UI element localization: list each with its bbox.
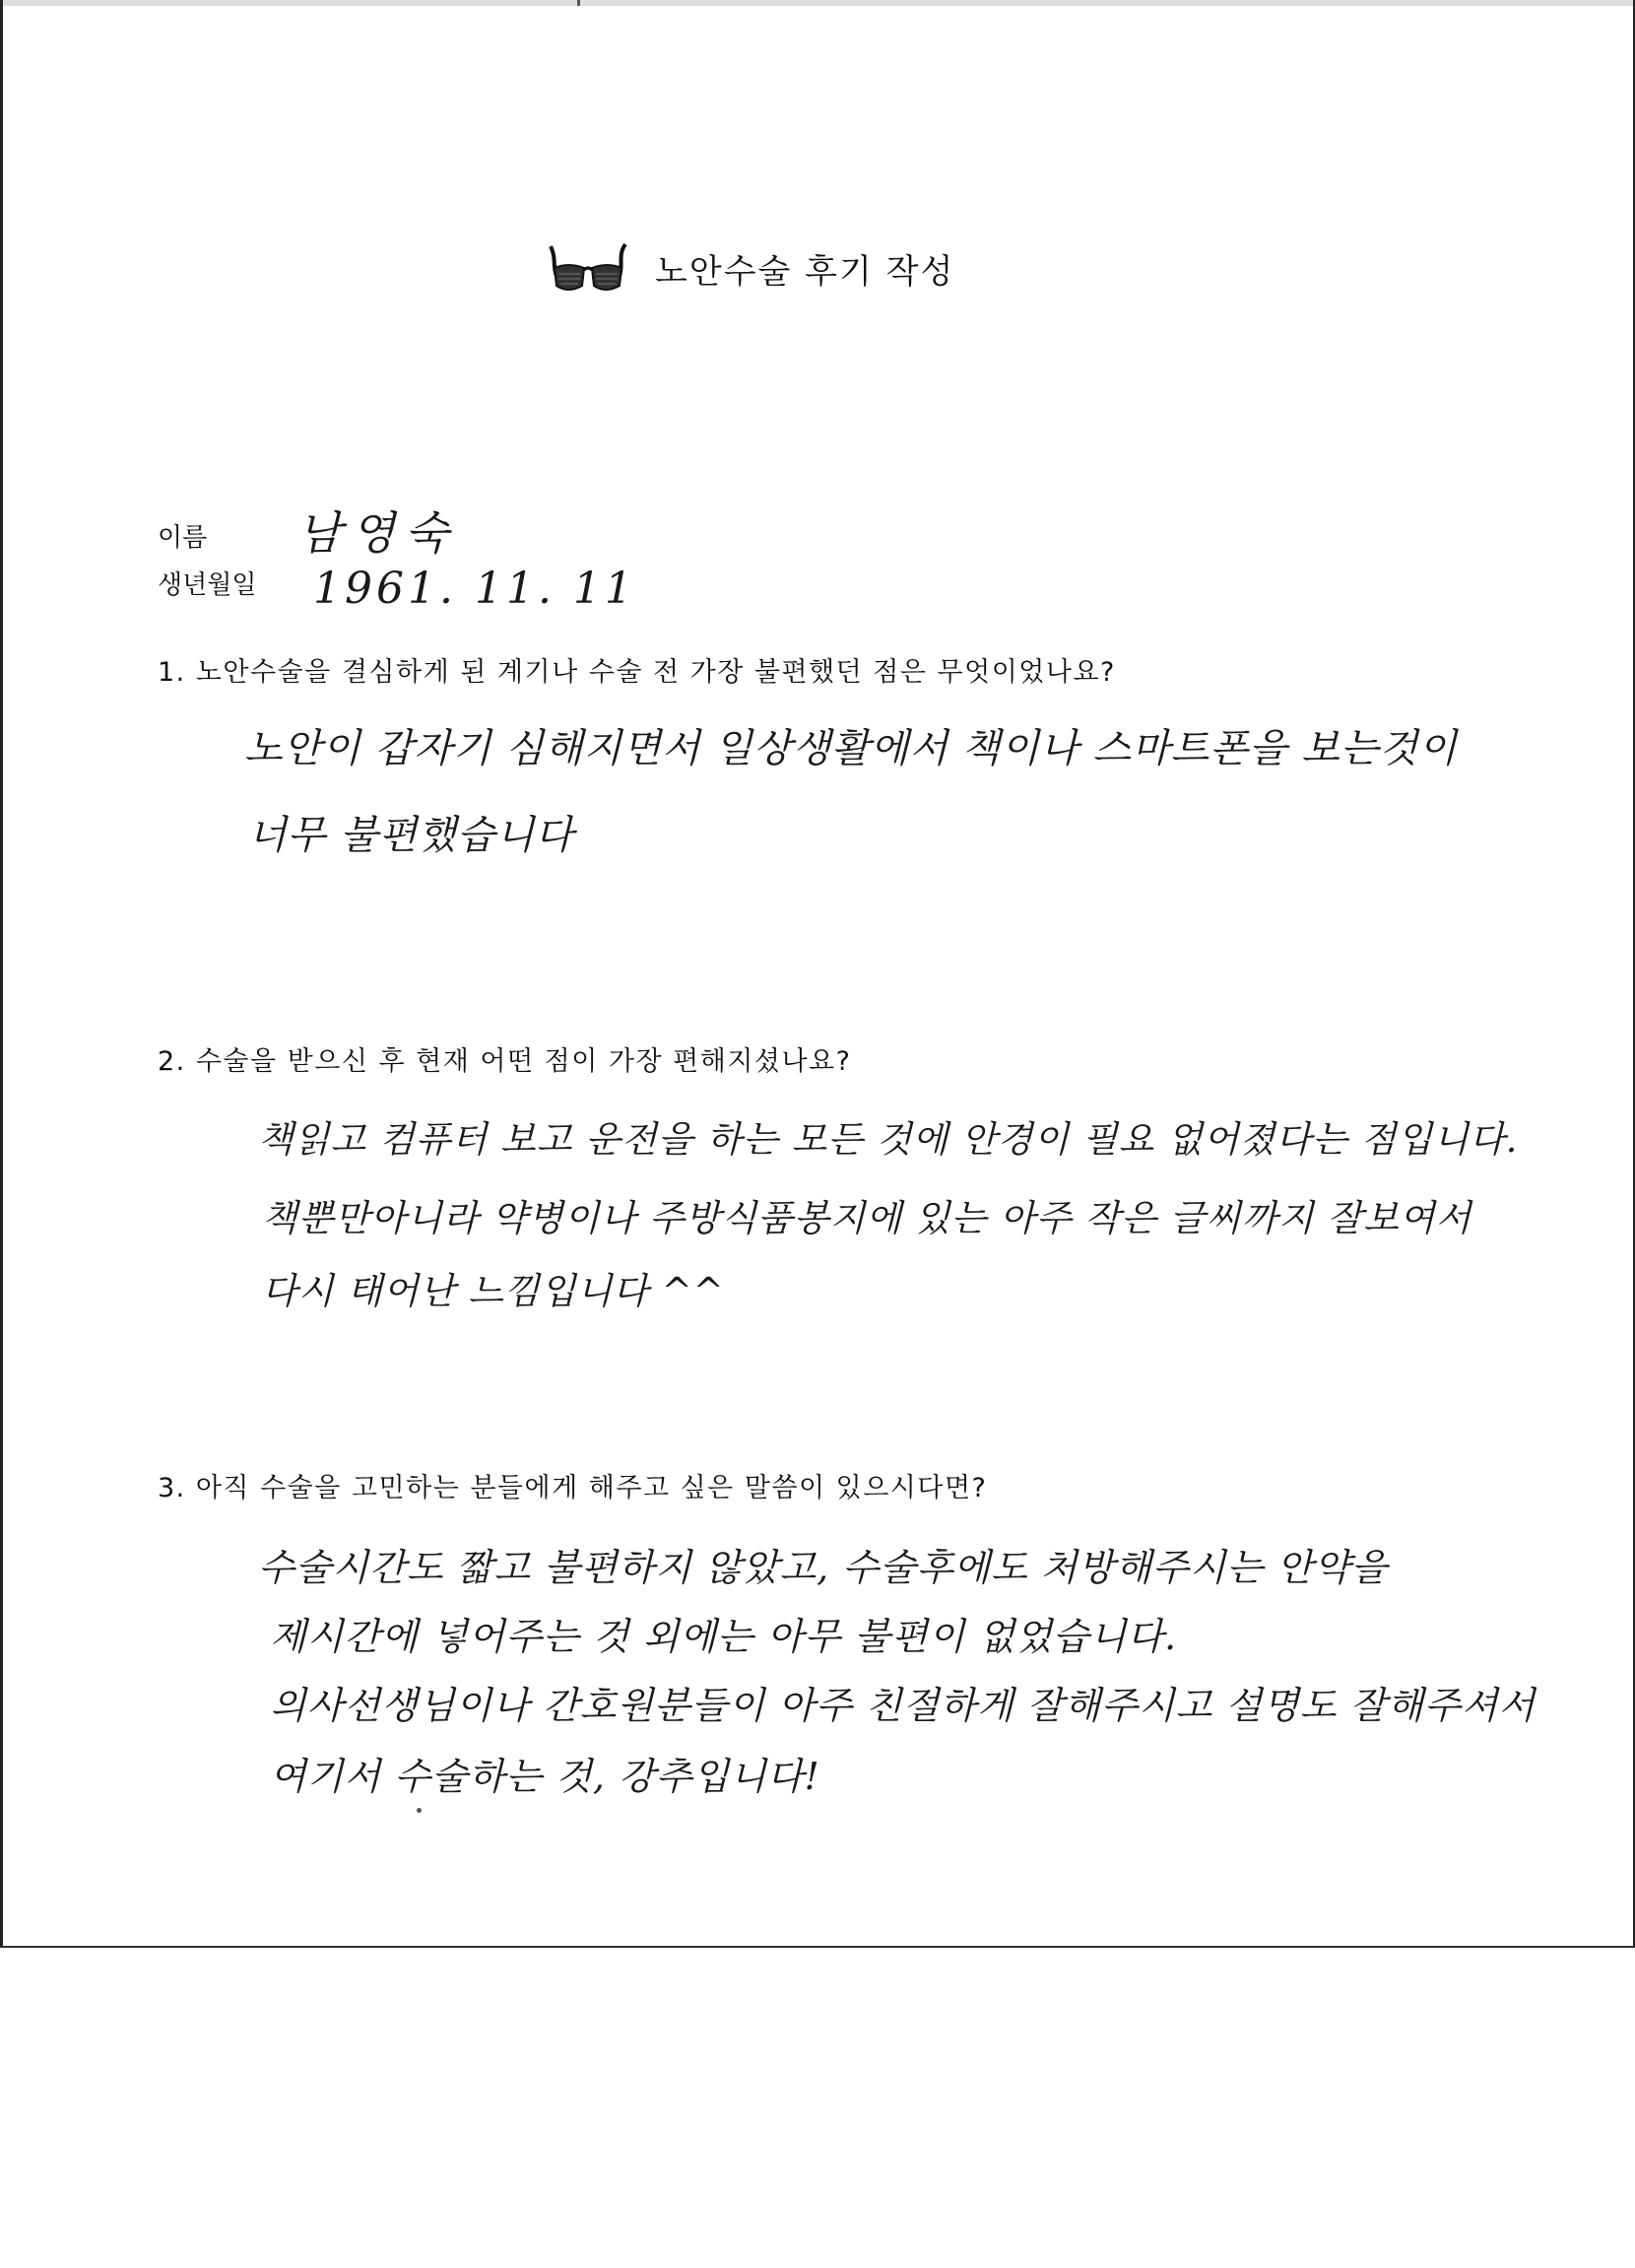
answer-2-line-3: 다시 태어난 느낌입니다 ^^	[262, 1270, 725, 1312]
page-title: 노안수술 후기 작성	[655, 251, 955, 292]
scan-top-edge	[0, 0, 1635, 6]
answer-2-line-1: 책읽고 컴퓨터 보고 운전을 하는 모든 것에 안경이 필요 없어졌다는 점입니다.	[258, 1118, 1519, 1161]
name-label: 이름	[158, 523, 208, 553]
name-value: 남영숙	[297, 506, 459, 560]
scan-speck	[577, 0, 580, 6]
answer-1-line-2: 너무 불편했습니다	[248, 813, 574, 858]
question-3: 3. 아직 수술을 고민하는 분들에게 해주고 싶은 말씀이 있으시다면?	[158, 1473, 988, 1503]
answer-3-line-2: 제시간에 넣어주는 것 외에는 아무 불편이 없었습니다.	[270, 1615, 1178, 1658]
answer-1-line-1: 노안이 갑자기 심해지면서 일상생활에서 책이나 스마트폰을 보는것이	[244, 726, 1458, 771]
question-2: 2. 수술을 받으신 후 현재 어떤 점이 가장 편해지셨나요?	[158, 1046, 852, 1077]
dob-label: 생년월일	[158, 570, 257, 600]
answer-3-line-4: 여기서 수술하는 것, 강추입니다!	[270, 1755, 820, 1798]
scan-bottom-border	[0, 1946, 1635, 1948]
answer-2-line-2: 책뿐만아니라 약병이나 주방식품봉지에 있는 아주 작은 글씨까지 잘보여서	[262, 1197, 1472, 1239]
dob-value: 1961. 11. 11	[313, 564, 636, 614]
answer-3-line-3: 의사선생님이나 간호원분들이 아주 친절하게 잘해주시고 설명도 잘해주셔서	[270, 1684, 1537, 1727]
scan-left-border	[0, 0, 3, 1946]
title-row	[547, 242, 954, 294]
answer-3-line-1: 수술시간도 짧고 불편하지 않았고, 수술후에도 처방해주시는 안약을	[258, 1546, 1389, 1589]
eyeglasses-icon	[547, 242, 629, 294]
question-1: 1. 노안수술을 결심하게 된 계기나 수술 전 가장 불편했던 점은 무엇이었나요?	[158, 657, 1116, 688]
scan-speck	[417, 1808, 422, 1813]
